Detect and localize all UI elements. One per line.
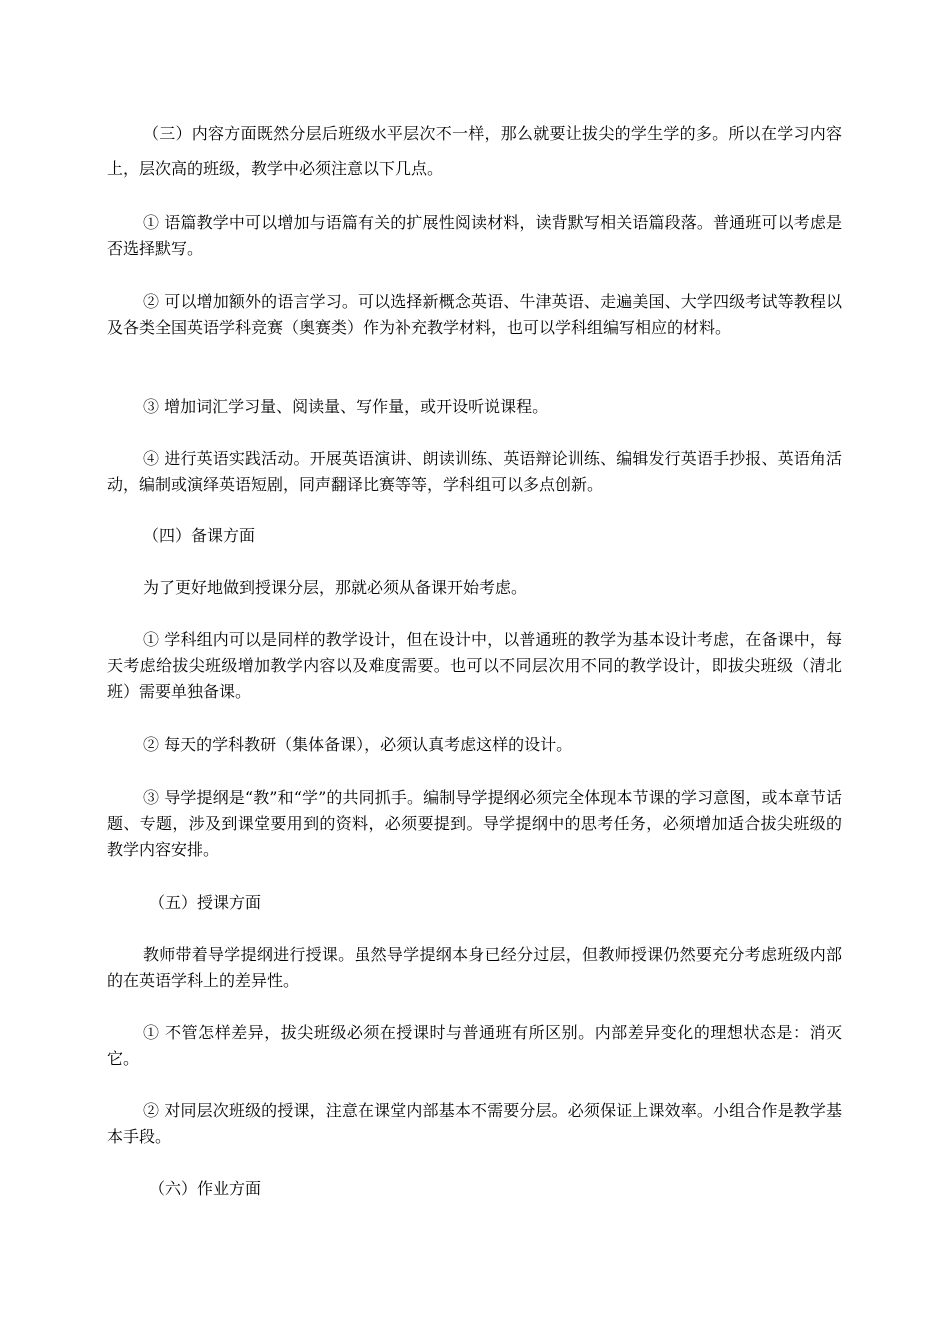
paragraph: ② 每天的学科教研（集体备课），必须认真考虑这样的设计。 [143,735,573,754]
paragraph: 教师带着导学提纲进行授课。虽然导学提纲本身已经分过层，但教师授课仍然要充分考虑班级内部的在英语学科上的差异性。 [107,945,842,990]
paragraph: ① 语篇教学中可以增加与语篇有关的扩展性阅读材料，读背默写相关语篇段落。普通班可以考虑是否选择默写。 [107,213,842,258]
paragraph: 为了更好地做到授课分层，那就必须从备课开始考虑。 [143,578,528,597]
paragraph: （三）内容方面既然分层后班级水平层次不一样，那么就要让拔尖的学生学的多。所以在学习内容上，层次高的班级，教学中必须注意以下几点。 [107,124,842,178]
paragraph: ① 学科组内可以是同样的教学设计，但在设计中，以普通班的教学为基本设计考虑，在备课中，每天考虑给拔尖班级增加教学内容以及难度需要。也可以不同层次用不同的教学设计，即拔尖班级（清北班）需要单独备课。 [107,630,842,701]
paragraph: ④ 进行英语实践活动。开展英语演讲、朗读训练、英语辩论训练、编辑发行英语手抄报、英语角活动，编制或演绎英语短剧，同声翻译比赛等等，学科组可以多点创新。 [107,449,842,494]
paragraph: ② 对同层次班级的授课，注意在课堂内部基本不需要分层。必须保证上课效率。小组合作是教学基本手段。 [107,1101,842,1146]
section-heading: （四）备课方面 [143,526,256,545]
paragraph: ② 可以增加额外的语言学习。可以选择新概念英语、牛津英语、走遍美国、大学四级考试等教程以及各类全国英语学科竞赛（奥赛类）作为补充教学材料，也可以学科组编写相应的材料。 [107,292,842,337]
paragraph: ③ 导学提纲是“教”和“学”的共同抓手。编制导学提纲必须完全体现本节课的学习意图，或本章节话题、专题，涉及到课堂要用到的资料，必须要提到。导学提纲中的思考任务，必须增加适合拔尖班级的教学内容安排。 [107,788,842,859]
section-heading: （六）作业方面 [149,1179,262,1198]
paragraph: ① 不管怎样差异，拔尖班级必须在授课时与普通班有所区别。内部差异变化的理想状态是：消灭它。 [107,1023,842,1068]
paragraph: ③ 增加词汇学习量、阅读量、写作量，或开设听说课程。 [143,397,549,416]
section-heading: （五）授课方面 [149,893,262,912]
